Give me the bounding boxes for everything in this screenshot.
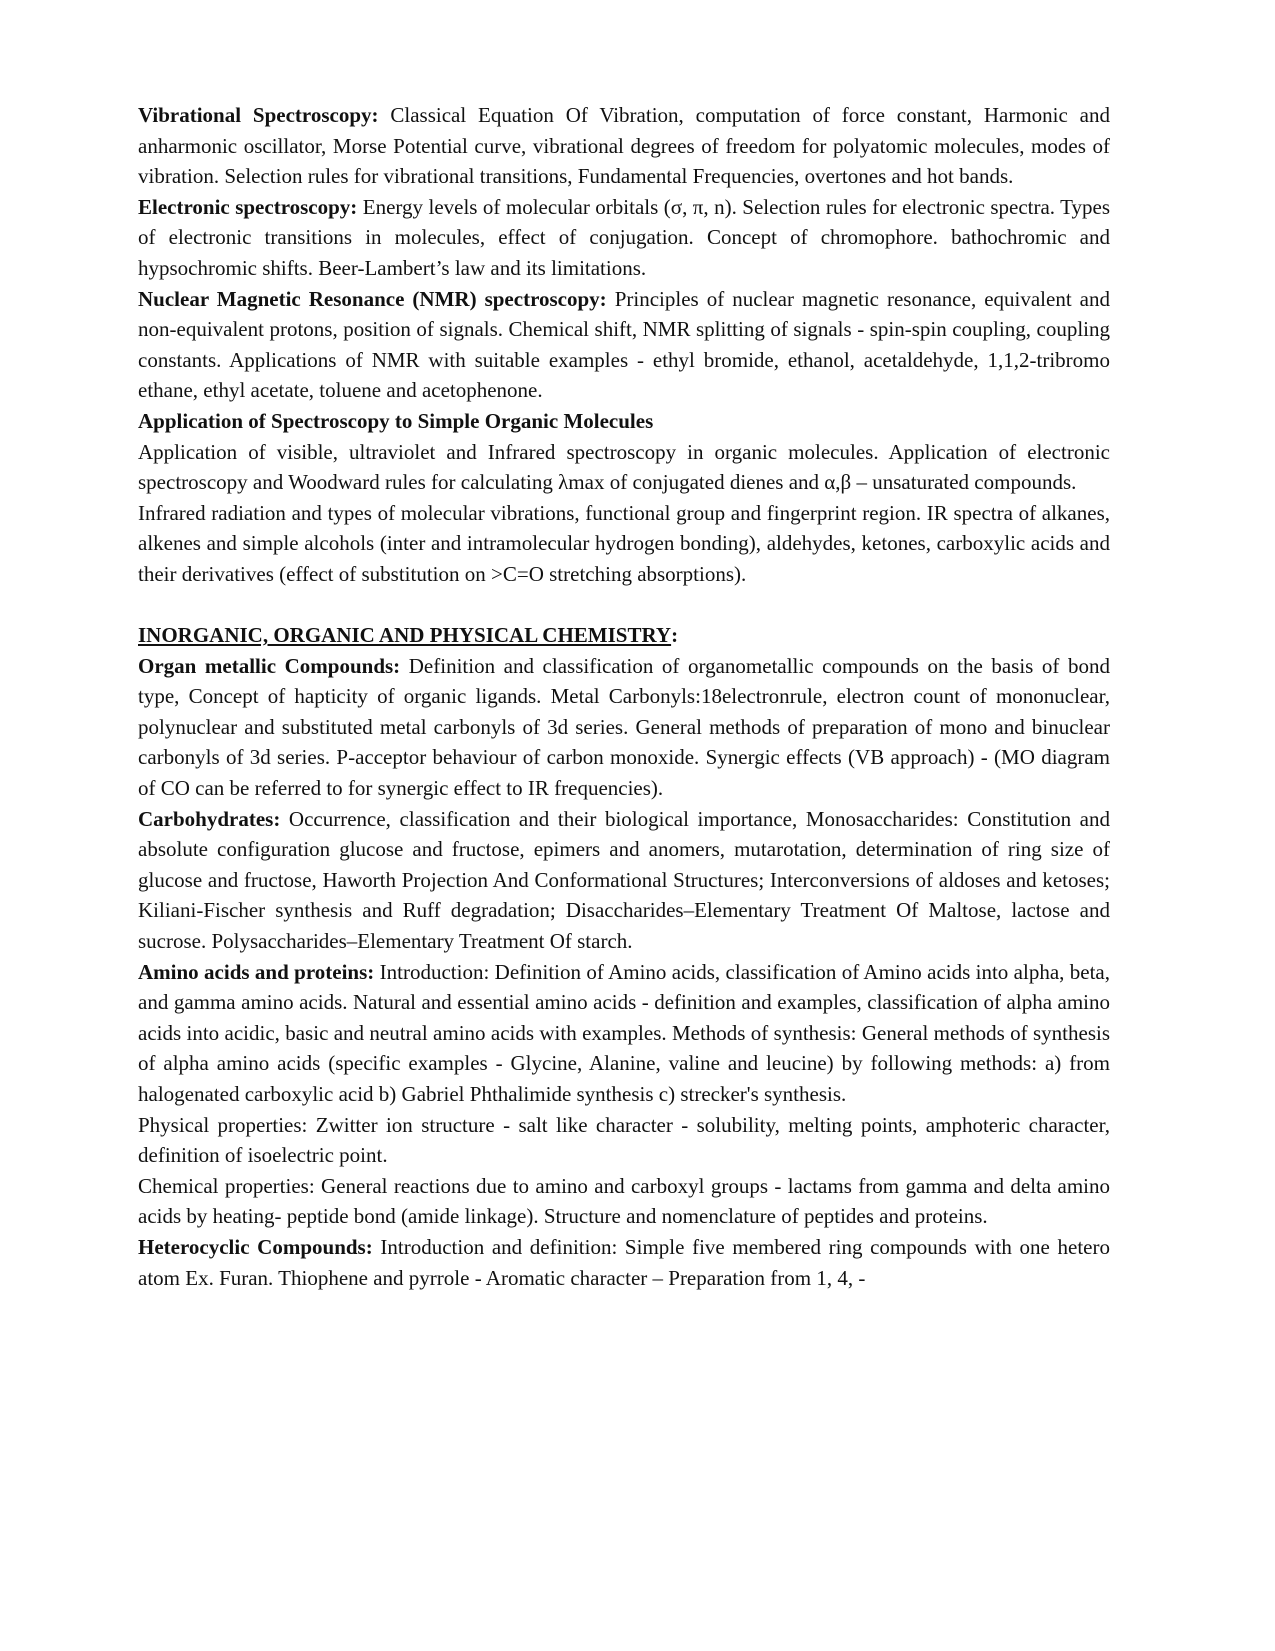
paragraph-text: Occurrence, classification and their biological importance, Monosaccharides: Constitution and absolute configuration glucose and fructose, epimers and anomers, mutarotation, determination of ring size of glucose and fructose, Haworth Projection And Conformational Structures; Interconversions of aldoses and ketoses; Kiliani-Fischer synthesis and Ruff degradation; Disaccharides–Elementary Treatment Of Maltose, lactose and sucrose. Polysaccharides–Elementary Treatment Of starch. <box>138 806 1110 954</box>
subheading-application-of-spectroscopy <box>138 406 1110 437</box>
paragraph-text: Application of visible, ultraviolet and Infrared spectroscopy in organic molecules. Application of electronic spectroscopy and Woodward rules for calculating λmax of conjugated dienes and α,β – unsaturated compounds. <box>138 439 1110 495</box>
paragraph-organometallic-compounds <box>138 651 1110 804</box>
paragraph-heading: Carbohydrates: <box>138 806 281 831</box>
paragraph-heading: Heterocyclic Compounds: <box>138 1234 373 1259</box>
document-page <box>138 100 1110 1293</box>
paragraph-heading: Amino acids and proteins: <box>138 959 375 984</box>
paragraph-text: Principles of nuclear magnetic resonance, equivalent and non-equivalent protons, position of signals. Chemical shift, NMR splitting of signals - spin-spin coupling, coupling constants. Applications of NMR with suitable examples - ethyl bromide, ethanol, acetaldehyde, 1,1,2-tribromo ethane, ethyl acetate, toluene and acetophenone. <box>138 286 1111 403</box>
paragraph-heterocyclic-compounds <box>138 1232 1110 1293</box>
paragraph-electronic-spectroscopy <box>138 192 1110 284</box>
paragraph-text: Energy levels of molecular orbitals (σ, π, n). Selection rules for electronic spectra. Types of electronic transitions in molecules, effect of conjugation. Concept of chromophore. bathochromic and hypsochromic shifts. Beer-Lambert’s law and its limitations. <box>138 194 1110 280</box>
paragraph-text: Physical properties: Zwitter ion structure - salt like character - solubility, melting points, amphoteric character, definition of isoelectric point. <box>138 1112 1110 1168</box>
paragraph-heading: Application of Spectroscopy to Simple Organic Molecules <box>138 408 654 433</box>
paragraph-visible-uv-ir-application <box>138 437 1110 498</box>
section-title-text: INORGANIC, ORGANIC AND PHYSICAL CHEMISTRY <box>138 623 672 648</box>
paragraph-text: Introduction: Definition of Amino acids, classification of Amino acids into alpha, beta, and gamma amino acids. Natural and essential amino acids - definition and examples, classification of alpha amino acids into acidic, basic and neutral amino acids with examples. Methods of synthesis: General methods of synthesis of alpha amino acids (specific examples - Glycine, Alanine, valine and leucine) by following methods: a) from halogenated carboxylic acid b) Gabriel Phthalimide synthesis c) strecker's synthesis. <box>138 959 1111 1106</box>
paragraph-physical-properties <box>138 1110 1110 1171</box>
paragraph-heading: Organ metallic Compounds: <box>138 653 401 678</box>
paragraph-nmr-spectroscopy <box>138 284 1110 406</box>
paragraph-text: Chemical properties: General reactions due to amino and carboxyl groups - lactams from gamma and delta amino acids by heating- peptide bond (amide linkage). Structure and nomenclature of peptides and proteins. <box>138 1173 1110 1229</box>
paragraph-amino-acids-proteins <box>138 957 1110 1110</box>
paragraph-text: Infrared radiation and types of molecular vibrations, functional group and fingerprint region. IR spectra of alkanes, alkenes and simple alcohols (inter and intramolecular hydrogen bonding), aldehydes, ketones, carboxylic acids and their derivatives (effect of substitution on >C=O stretching absorptions). <box>138 500 1110 586</box>
paragraph-chemical-properties <box>138 1171 1110 1232</box>
section-title <box>138 620 1110 651</box>
paragraph-text: Definition and classification of organometallic compounds on the basis of bond type, Concept of hapticity of organic ligands. Metal Carbonyls:18electronrule, electron count of mononuclear, polynuclear and substituted metal carbonyls of 3d series. General methods of preparation of mono and binuclear carbonyls of 3d series. P-acceptor behaviour of carbon monoxide. Synergic effects (VB approach) - (MO diagram of CO can be referred to for synergic effect to IR frequencies). <box>138 653 1110 801</box>
section-title-suffix: : <box>671 623 679 648</box>
paragraph-heading: Vibrational Spectroscopy: <box>138 103 379 127</box>
paragraph-infrared-radiation <box>138 498 1110 590</box>
paragraph-text: Classical Equation Of Vibration, computation of force constant, Harmonic and anharmonic oscillator, Morse Potential curve, vibrational degrees of freedom for polyatomic molecules, modes of vibration. Selection rules for vibrational transitions, Fundamental Frequencies, overtones and hot bands. <box>138 103 1110 189</box>
paragraph-text: Introduction and definition: Simple five membered ring compounds with one hetero atom Ex. Furan. Thiophene and pyrrole - Aromatic character – Preparation from 1, 4, - <box>138 1234 1110 1290</box>
paragraph-carbohydrates <box>138 804 1110 957</box>
paragraph-heading: Nuclear Magnetic Resonance (NMR) spectroscopy: <box>138 286 607 311</box>
paragraph-heading: Electronic spectroscopy: <box>138 194 358 219</box>
paragraph-vibrational-spectroscopy <box>138 100 1110 192</box>
